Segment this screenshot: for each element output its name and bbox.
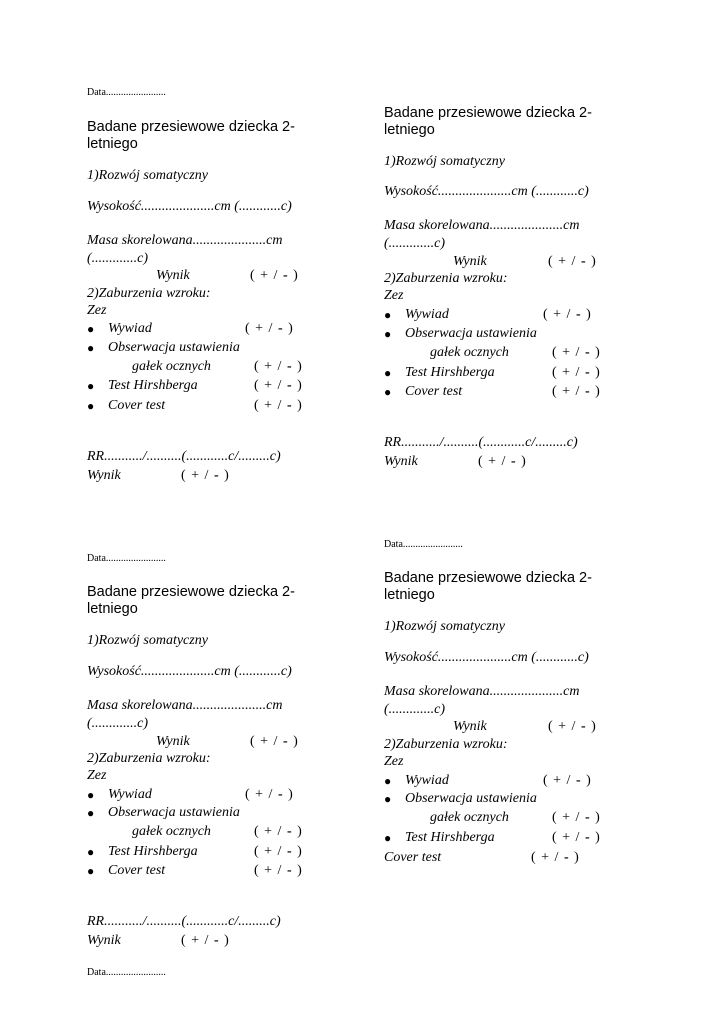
section-vision: 2)Zaburzenia wzroku: (87, 751, 211, 766)
rr-field: RR.........../..........(............c/.........c) (87, 449, 281, 464)
result-mark: ( + / - ) (552, 830, 601, 845)
item-obserwacja: Obserwacja ustawienia (405, 326, 537, 341)
item-galek: gałek ocznych (430, 345, 509, 360)
result-mark: ( + / - ) (531, 850, 580, 865)
result-mark: ( + / - ) (548, 254, 597, 269)
section-vision: 2)Zaburzenia wzroku: (87, 286, 211, 301)
rr-field: RR.........../..........(............c/.........c) (384, 435, 578, 450)
mass-field: Masa skorelowana.....................cm (87, 233, 283, 248)
result-mark: ( + / - ) (548, 719, 597, 734)
form-title-line1: Badane przesiewowe dziecka 2- (87, 584, 295, 600)
height-field: Wysokość.....................cm (............c) (384, 184, 589, 199)
form-title-line1: Badane przesiewowe dziecka 2- (87, 119, 295, 135)
final-wynik-label: Wynik (87, 933, 121, 948)
form-title-line2: letniego (87, 601, 138, 617)
section-somatic: 1)Rozwój somatyczny (384, 619, 505, 634)
item-galek: gałek ocznych (132, 359, 211, 374)
form-title-line1: Badane przesiewowe dziecka 2- (384, 570, 592, 586)
bullet-icon: ● (87, 341, 95, 355)
item-cover-test: Cover test (384, 850, 442, 865)
bullet-icon: ● (384, 831, 392, 845)
result-mark: ( + / - ) (552, 345, 601, 360)
zez-label: Zez (87, 303, 107, 318)
zez-label: Zez (87, 768, 107, 783)
result-mark: ( + / - ) (254, 824, 303, 839)
date-field: Data........................ (87, 87, 166, 98)
height-field: Wysokość.....................cm (............c) (87, 199, 292, 214)
result-mark: ( + / - ) (245, 321, 294, 336)
result-mark: ( + / - ) (552, 365, 601, 380)
mass-field-cont: (.............c) (87, 716, 149, 731)
item-hirshberg: Test Hirshberga (108, 844, 198, 859)
item-wywiad: Wywiad (405, 307, 449, 322)
wynik-label: Wynik (156, 734, 190, 749)
bullet-icon: ● (87, 845, 95, 859)
item-wywiad: Wywiad (108, 787, 152, 802)
height-field: Wysokość.....................cm (............c) (87, 664, 292, 679)
item-hirshberg: Test Hirshberga (405, 830, 495, 845)
bullet-icon: ● (87, 864, 95, 878)
height-field: Wysokość.....................cm (............c) (384, 650, 589, 665)
section-somatic: 1)Rozwój somatyczny (384, 154, 505, 169)
result-mark: ( + / - ) (181, 933, 230, 948)
item-galek: gałek ocznych (430, 810, 509, 825)
bullet-icon: ● (87, 379, 95, 393)
form-title-line2: letniego (87, 136, 138, 152)
item-galek: gałek ocznych (132, 824, 211, 839)
zez-label: Zez (384, 754, 404, 769)
date-field: Data........................ (87, 553, 166, 564)
result-mark: ( + / - ) (254, 844, 303, 859)
section-somatic: 1)Rozwój somatyczny (87, 633, 208, 648)
bullet-icon: ● (87, 322, 95, 336)
final-wynik-label: Wynik (384, 454, 418, 469)
result-mark: ( + / - ) (543, 307, 592, 322)
bullet-icon: ● (384, 385, 392, 399)
wynik-label: Wynik (156, 268, 190, 283)
result-mark: ( + / - ) (254, 378, 303, 393)
zez-label: Zez (384, 288, 404, 303)
bullet-icon: ● (384, 327, 392, 341)
result-mark: ( + / - ) (181, 468, 230, 483)
mass-field-cont: (.............c) (87, 251, 149, 266)
bullet-icon: ● (87, 399, 95, 413)
form-title-line1: Badane przesiewowe dziecka 2- (384, 105, 592, 121)
mass-field: Masa skorelowana.....................cm (384, 684, 580, 699)
form-title-line2: letniego (384, 122, 435, 138)
mass-field: Masa skorelowana.....................cm (87, 698, 283, 713)
wynik-label: Wynik (453, 719, 487, 734)
result-mark: ( + / - ) (254, 863, 303, 878)
bullet-icon: ● (87, 806, 95, 820)
result-mark: ( + / - ) (245, 787, 294, 802)
item-obserwacja: Obserwacja ustawienia (108, 340, 240, 355)
result-mark: ( + / - ) (543, 773, 592, 788)
section-vision: 2)Zaburzenia wzroku: (384, 271, 508, 286)
bullet-icon: ● (384, 308, 392, 322)
result-mark: ( + / - ) (254, 398, 303, 413)
item-cover-test: Cover test (108, 863, 166, 878)
result-mark: ( + / - ) (552, 810, 601, 825)
mass-field-cont: (.............c) (384, 236, 446, 251)
result-mark: ( + / - ) (254, 359, 303, 374)
section-somatic: 1)Rozwój somatyczny (87, 168, 208, 183)
item-cover-test: Cover test (405, 384, 463, 399)
item-obserwacja: Obserwacja ustawienia (108, 805, 240, 820)
wynik-label: Wynik (453, 254, 487, 269)
item-obserwacja: Obserwacja ustawienia (405, 791, 537, 806)
result-mark: ( + / - ) (250, 734, 299, 749)
mass-field-cont: (.............c) (384, 702, 446, 717)
bullet-icon: ● (384, 366, 392, 380)
mass-field: Masa skorelowana.....................cm (384, 218, 580, 233)
final-wynik-label: Wynik (87, 468, 121, 483)
bullet-icon: ● (87, 788, 95, 802)
item-hirshberg: Test Hirshberga (108, 378, 198, 393)
item-wywiad: Wywiad (405, 773, 449, 788)
rr-field: RR.........../..........(............c/.........c) (87, 914, 281, 929)
bullet-icon: ● (384, 792, 392, 806)
item-cover-test: Cover test (108, 398, 166, 413)
item-wywiad: Wywiad (108, 321, 152, 336)
item-hirshberg: Test Hirshberga (405, 365, 495, 380)
date-field: Data........................ (384, 539, 463, 550)
result-mark: ( + / - ) (250, 268, 299, 283)
result-mark: ( + / - ) (478, 454, 527, 469)
section-vision: 2)Zaburzenia wzroku: (384, 737, 508, 752)
result-mark: ( + / - ) (552, 384, 601, 399)
form-title-line2: letniego (384, 587, 435, 603)
bottom-date-field: Data........................ (87, 967, 166, 978)
bullet-icon: ● (384, 774, 392, 788)
